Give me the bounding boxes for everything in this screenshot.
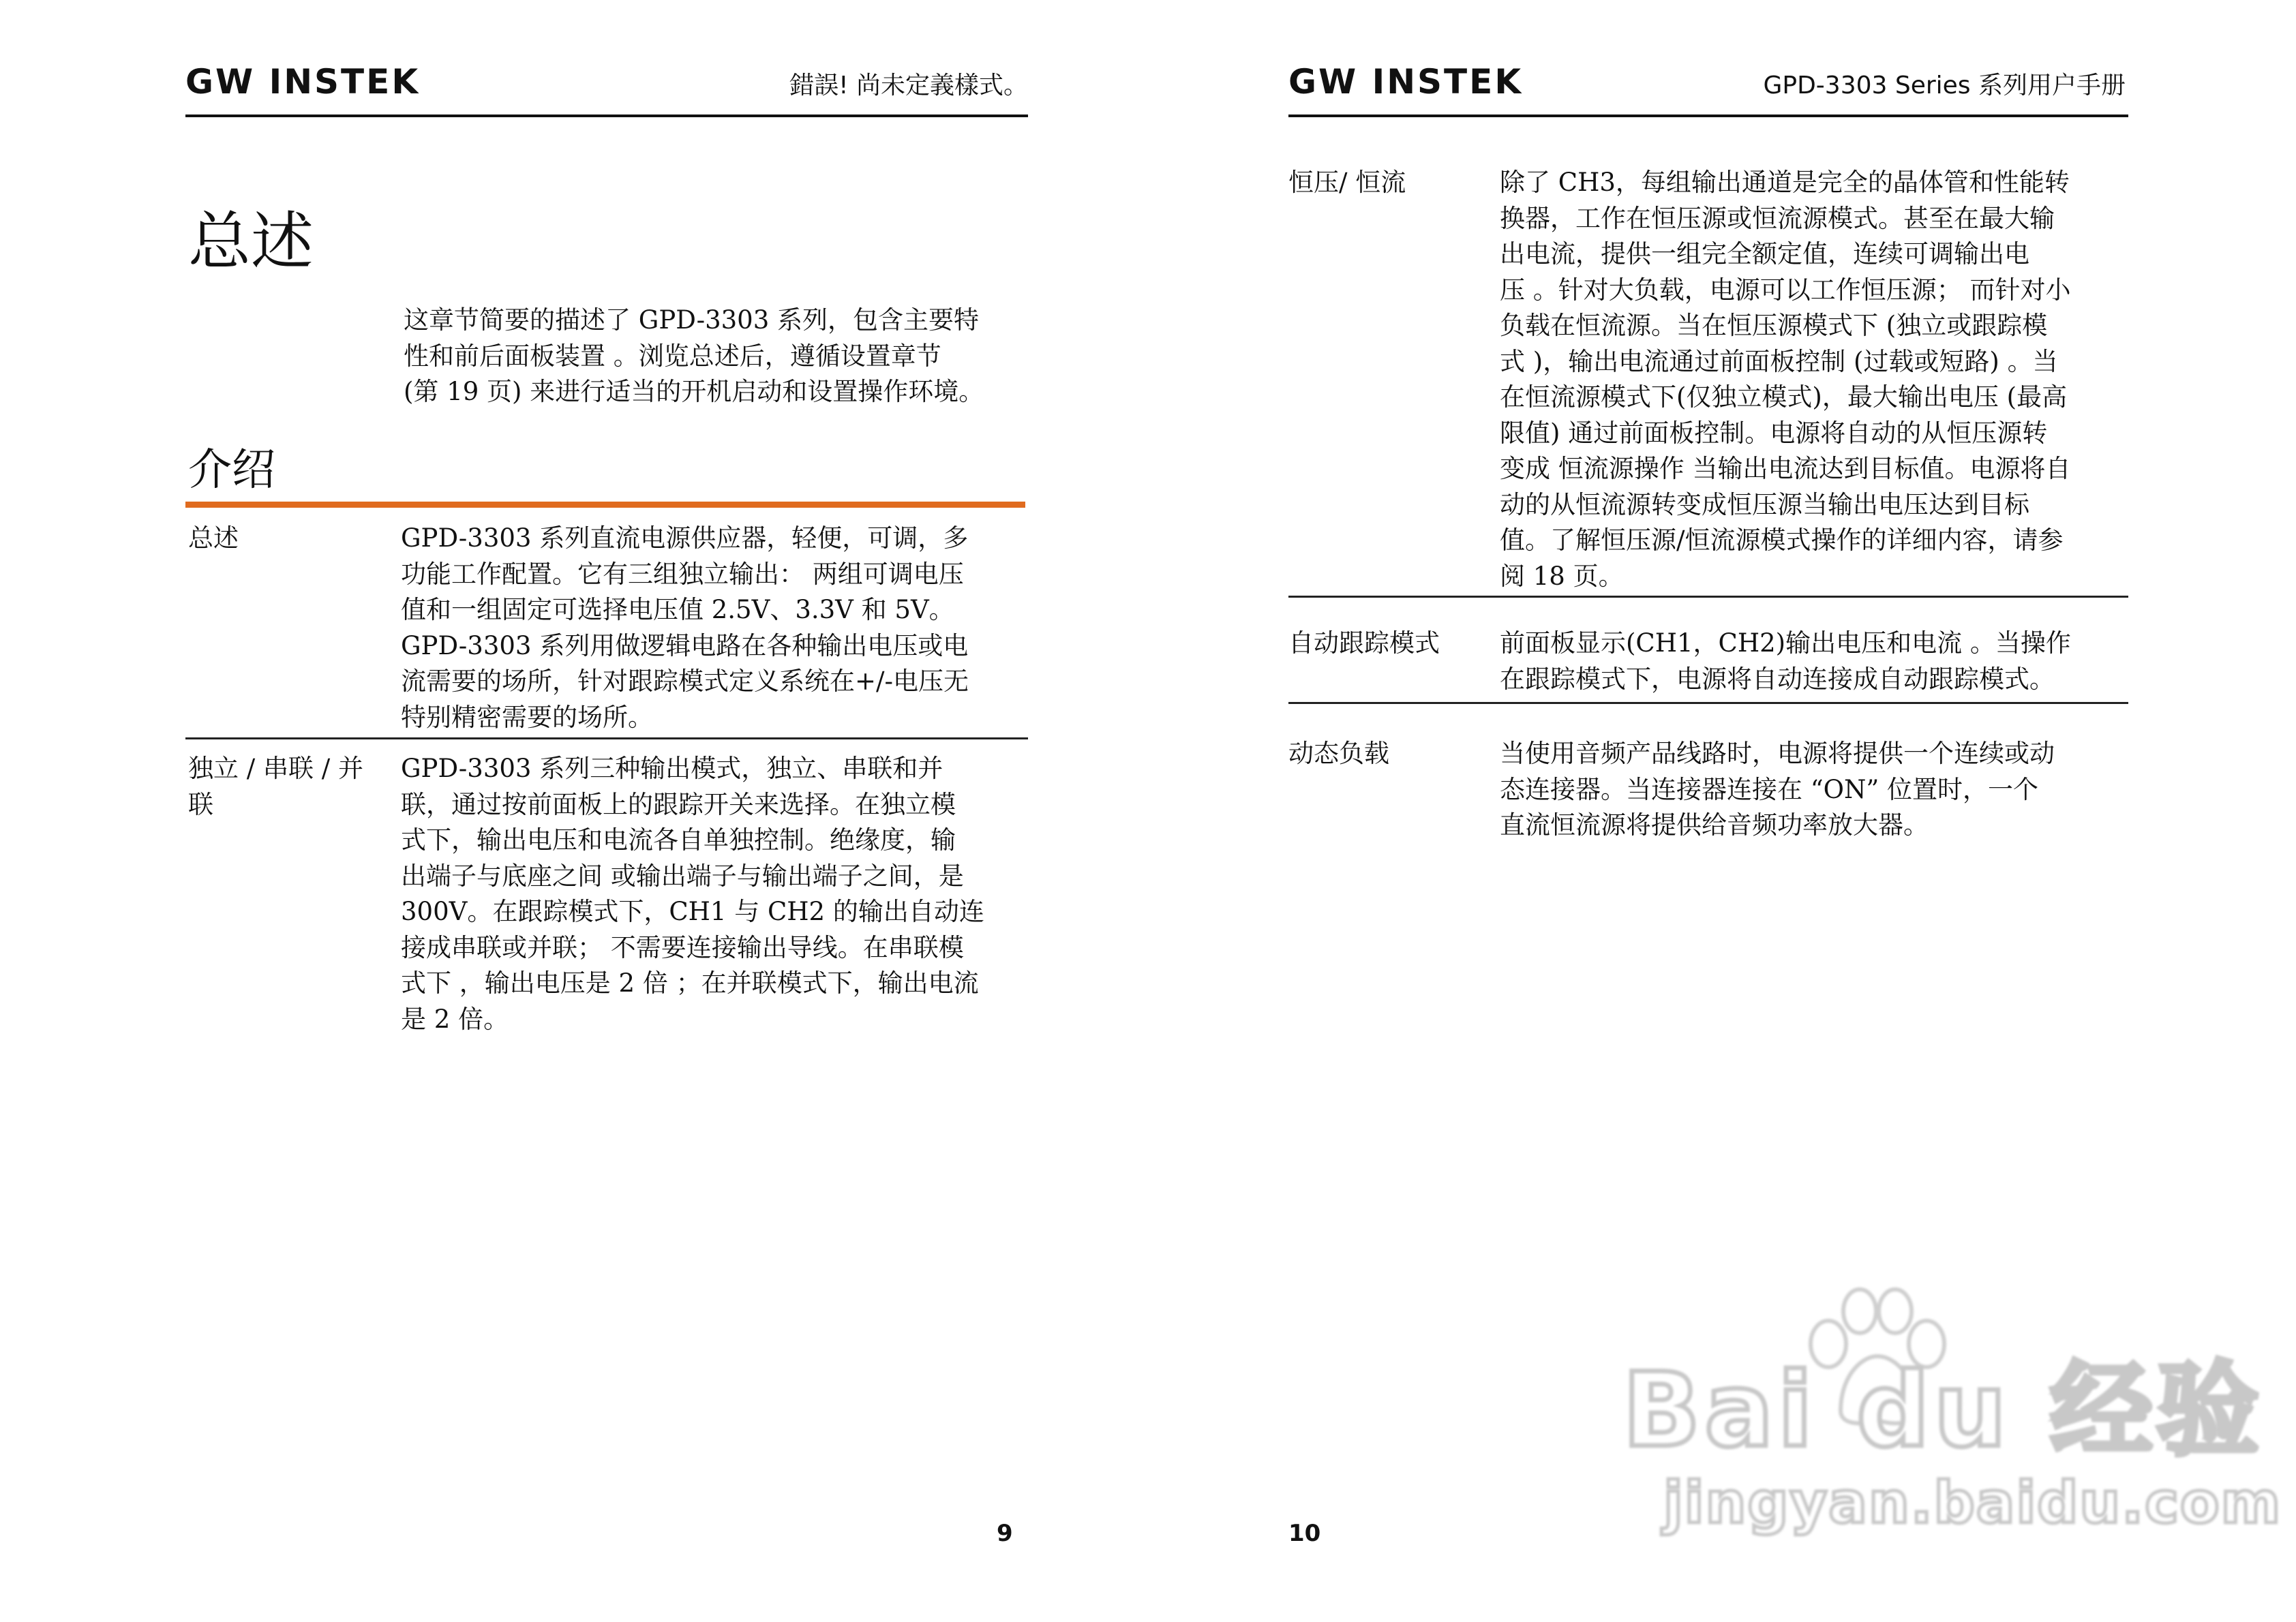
intro-line: 这章节简要的描述了 GPD-3303 系列，包含主要特 <box>404 305 979 335</box>
row-label <box>188 521 239 557</box>
page-number: 10 <box>1288 1520 1321 1547</box>
row-text-line: 压 。针对大负载，电源可以工作恒压源； 而针对小 <box>1500 275 2071 305</box>
row-text-line: 阅 18 页。 <box>1500 561 1624 591</box>
row-divider <box>1288 596 2128 598</box>
row-text-line: 特别精密需要的场所。 <box>401 702 653 732</box>
intro-line: (第 19 页) 来进行适当的开机启动和设置操作环境。 <box>404 377 984 406</box>
row-text-line: 变成 恒流源操作 当输出电流达到目标值。电源将自 <box>1500 454 2071 483</box>
row-text-line: 出端子与底座之间 或输出端子与输出端子之间，是 <box>401 861 964 891</box>
row-text-line: 当使用音频产品线路时，电源将提供一个连续或动 <box>1500 739 2055 768</box>
row-text-line: 除了 CH3，每组输出通道是完全的晶体管和性能转 <box>1500 168 2070 197</box>
row-text-line: 流需要的场所，针对跟踪模式定义系统在+/-电压无 <box>401 667 969 696</box>
gw-instek-logo: GW INSTEK <box>185 62 421 102</box>
header-rule <box>185 114 1028 117</box>
row-text-line: 式下，输出电压和电流各自单独控制。绝缘度，输 <box>401 825 956 855</box>
row-text-line: 接成串联或并联； 不需要连接输出导线。在串联模 <box>401 932 964 962</box>
row-label-line: 自动跟踪模式 <box>1288 628 1440 658</box>
row-text-line: 态连接器。当连接器连接在 “ON” 位置时，一个 <box>1500 774 2039 804</box>
row-label-line: 动态负载 <box>1288 739 1389 768</box>
row-label <box>1288 165 1406 201</box>
row-text-line: 出电流，提供一组完全额定值，连续可调输出电 <box>1500 239 2029 269</box>
row-text-line: 换器，工作在恒压源或恒流源模式。甚至在最大输 <box>1500 203 2055 233</box>
row-text-line: 值和一组固定可选择电压值 2.5V、3.3V 和 5V。 <box>401 595 954 624</box>
row-label-line: 总述 <box>188 523 239 553</box>
row-text-line: 功能工作配置。它有三组独立输出： 两组可调电压 <box>401 559 964 589</box>
row-label-line: 联 <box>188 789 213 819</box>
page-header-text: 錯誤! 尚未定義樣式。 <box>789 72 1028 100</box>
row-text-line: 联，通过按前面板上的跟踪开关来选择。在独立模 <box>401 789 956 819</box>
section-rule <box>185 502 1025 508</box>
row-text-line: 限值) 通过前面板控制。电源将自动的从恒压源转 <box>1500 418 2048 448</box>
row-text-line: 在恒流源模式下(仅独立模式)，最大输出电压 (最高 <box>1500 382 2068 412</box>
row-text-line: 值。了解恒压源/恒流源模式操作的详细内容，请参 <box>1500 525 2064 555</box>
chapter-intro <box>404 303 984 410</box>
chapter-title: 总述 <box>188 205 314 278</box>
header-rule <box>1288 114 2128 117</box>
row-text-line: 前面板显示(CH1，CH2)输出电压和电流 。当操作 <box>1500 628 2071 658</box>
baidu-jingyan-watermark <box>1622 1281 2282 1540</box>
row-text-line: 式下 ，输出电压是 2 倍 ；在并联模式下，输出电流 <box>401 968 979 998</box>
row-text-line: GPD-3303 系列三种输出模式，独立、串联和并 <box>401 754 943 783</box>
row-text-line: 式 )，输出电流通过前面板控制 (过载或短路) 。当 <box>1500 346 2058 376</box>
row-text <box>401 521 969 735</box>
row-text-line: 是 2 倍。 <box>401 1004 509 1034</box>
row-text <box>401 751 984 1037</box>
row-text-line: 直流恒流源将提供给音频功率放大器。 <box>1500 810 1929 840</box>
row-label <box>188 751 363 823</box>
intro-line: 性和前后面板装置 。浏览总述后，遵循设置章节 <box>404 341 941 371</box>
watermark-url: jingyan.baidu.com <box>1663 1469 2282 1536</box>
page-number: 9 <box>997 1520 1013 1547</box>
row-label <box>1288 736 1389 772</box>
row-label-line: 独立 / 串联 / 并 <box>188 754 363 783</box>
section-title: 介绍 <box>188 445 275 495</box>
row-text-line: 动的从恒流源转变成恒压源当输出电压达到目标 <box>1500 489 2029 519</box>
row-text-line: 300V。在跟踪模式下，CH1 与 CH2 的输出自动连 <box>401 897 984 926</box>
row-divider <box>185 737 1028 739</box>
row-text <box>1500 626 2071 697</box>
row-label <box>1288 626 1440 662</box>
row-label-line: 恒压/ 恒流 <box>1288 168 1406 197</box>
row-text-line: GPD-3303 系列直流电源供应器，轻便，可调，多 <box>401 523 969 553</box>
page-header-text: GPD-3303 Series 系列用户手册 <box>1763 72 2126 100</box>
row-text-line: 在跟踪模式下，电源将自动连接成自动跟踪模式。 <box>1500 664 2055 694</box>
row-divider <box>1288 702 2128 704</box>
watermark-brand: Bai du 经验 <box>1622 1351 2263 1470</box>
row-text <box>1500 736 2055 844</box>
row-text <box>1500 165 2071 594</box>
row-text-line: GPD-3303 系列用做逻辑电路在各种输出电压或电 <box>401 630 969 660</box>
row-text-line: 负载在恒流源。当在恒压源模式下 (独立或跟踪模 <box>1500 311 2048 340</box>
gw-instek-logo: GW INSTEK <box>1288 62 1524 102</box>
